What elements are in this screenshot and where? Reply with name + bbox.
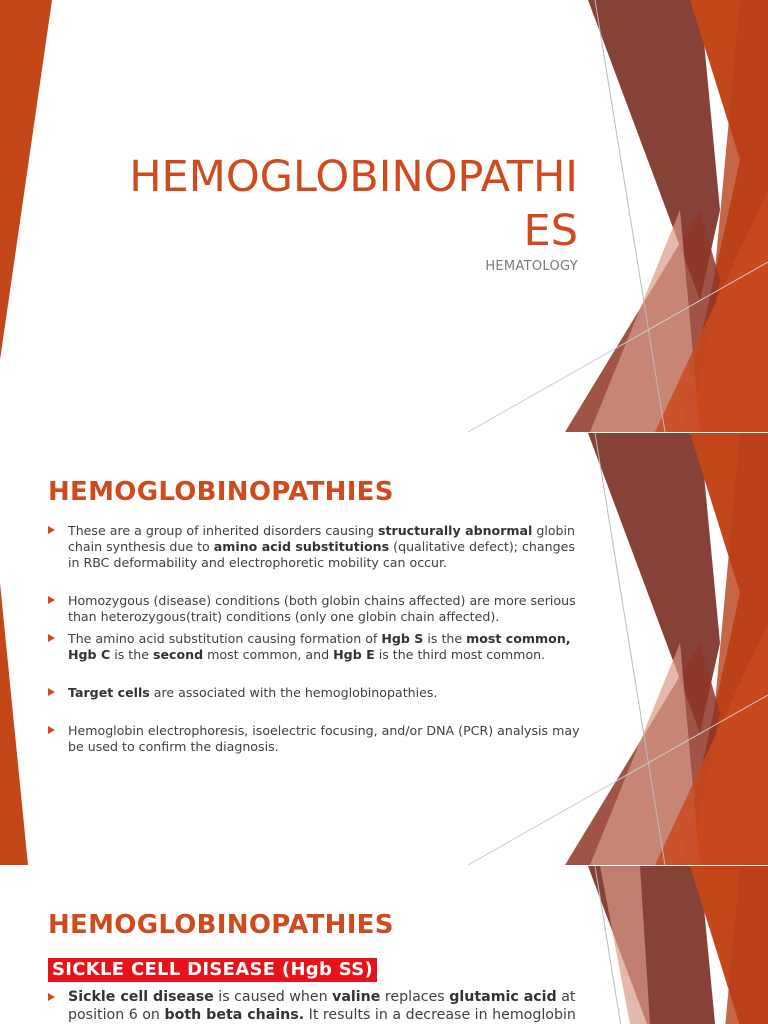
slide-overview: [0, 433, 768, 865]
bold-text: most common, Hgb C: [68, 631, 571, 662]
bullet-text: [68, 523, 575, 570]
bullet-arrow-icon: [48, 688, 55, 696]
text-run: is the: [423, 631, 467, 646]
bold-text: Target cells: [68, 685, 150, 700]
bullet-text: [68, 723, 580, 754]
bold-text: both beta chains.: [164, 1007, 305, 1023]
left-orange-sliver: [0, 0, 52, 360]
text-run: most common, and: [203, 647, 334, 662]
bullet-item: [48, 593, 583, 625]
text-run: is the: [110, 647, 153, 662]
slide-title: [0, 0, 768, 432]
bullet-text: [68, 593, 576, 624]
bullet-arrow-icon: [48, 596, 55, 604]
bullet-arrow-icon: [48, 526, 55, 534]
text-run: Homozygous (disease) conditions (both globin chains affected) are more serious than heterozygous(trait) conditions (only one globin chain affected).: [68, 593, 576, 624]
bullet-text: [68, 989, 576, 1023]
presentation-subtitle: HEMATOLOGY: [485, 259, 578, 274]
bullet-text: [68, 685, 437, 700]
text-run: globin chain synthesis due to: [68, 523, 576, 554]
presentation-title: [58, 150, 578, 258]
bullet-arrow-icon: [48, 993, 55, 1001]
title-line-1: HEMOGLOBINOPATHI: [129, 152, 578, 202]
bold-text: Hgb S: [381, 631, 424, 646]
bold-text: Sickle cell disease: [68, 989, 214, 1005]
text-run: It results in a decrease in hemoglobin: [304, 1007, 576, 1023]
text-run: are associated with the hemoglobinopathies.: [149, 685, 438, 700]
bullet-list: [48, 523, 583, 755]
slide-heading: HEMOGLOBINOPATHIES: [48, 477, 394, 507]
bold-text: Hgb E: [333, 647, 375, 662]
bold-text: glutamic acid: [449, 989, 557, 1005]
bold-text: valine: [332, 989, 381, 1005]
text-run: replaces: [380, 989, 450, 1005]
text-run: Hemoglobin electrophoresis, isoelectric focusing, and/or DNA (PCR) analysis may be used to confirm the diagnosis.: [68, 723, 580, 754]
bullet-item: [48, 723, 583, 755]
bold-text: second: [152, 647, 204, 662]
bullet-item: [48, 988, 588, 1024]
title-line-2: ES: [523, 206, 578, 256]
bullet-arrow-icon: [48, 726, 55, 734]
text-run: at position 6 on: [68, 989, 576, 1023]
text-run: The amino acid substitution causing formation of: [68, 631, 382, 646]
bullet-list: [48, 988, 588, 1024]
section-banner: SICKLE CELL DISEASE (Hgb SS): [48, 958, 377, 982]
text-run: is the third most common.: [374, 647, 546, 662]
bullet-item: [48, 631, 583, 663]
bullet-item: [48, 523, 583, 571]
text-run: is caused when: [213, 989, 333, 1005]
bold-text: structurally abnormal: [377, 523, 533, 538]
text-run: (qualitative defect); changes in RBC deformability and electrophoretic mobility can occur.: [68, 539, 575, 570]
slide-heading: HEMOGLOBINOPATHIES: [48, 910, 394, 940]
bold-text: amino acid substitutions: [213, 539, 390, 554]
bullet-text: [68, 631, 571, 662]
slide-sickle-cell: [0, 866, 768, 1024]
left-orange-sliver: [0, 583, 28, 865]
bullet-arrow-icon: [48, 634, 55, 642]
text-run: These are a group of inherited disorders causing: [68, 523, 378, 538]
bullet-item: [48, 685, 583, 701]
